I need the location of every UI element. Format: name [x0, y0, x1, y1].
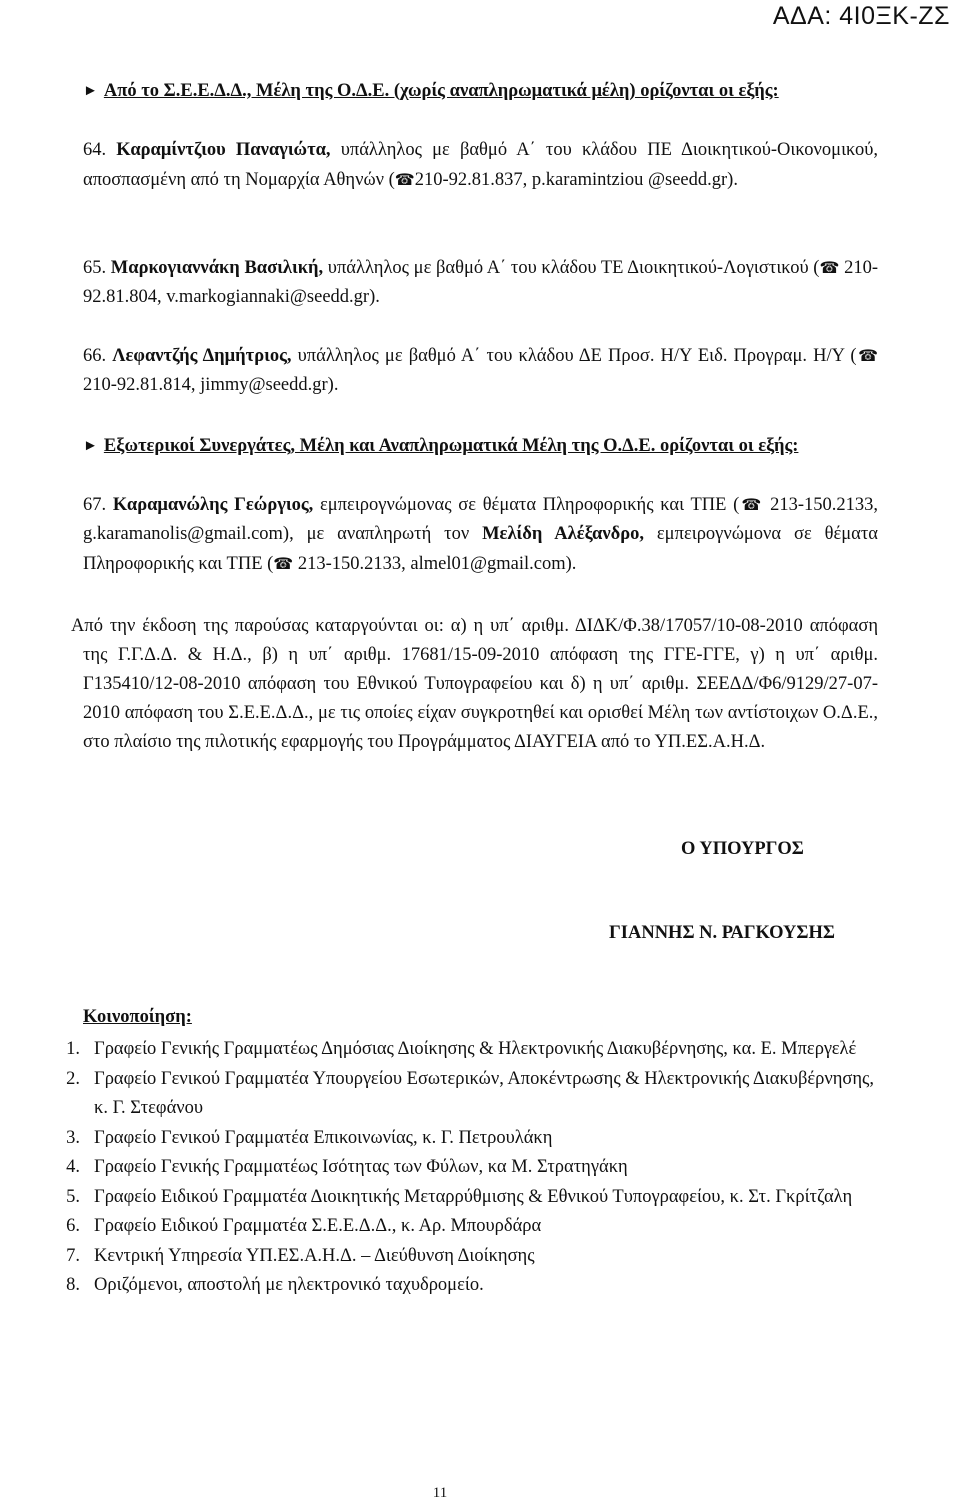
list-item: 7. Κεντρική Υπηρεσία ΥΠ.ΕΣ.Α.Η.Δ. – Διεύθυνση Διοίκησης — [66, 1245, 535, 1266]
list-item: 5. Γραφείο Ειδικού Γραμματέα Διοικητικής Μεταρρύθμισης & Εθνικού Τυπογραφείου, κ. Στ. Γκρίτζαλη — [66, 1186, 853, 1207]
list-item: 8. Οριζόμενοι, αποστολή με ηλεκτρονικό ταχυδρομείο. — [66, 1275, 484, 1295]
distribution-list — [40, 1035, 878, 1301]
signature-title: Ο ΥΠΟΥΡΓΟΣ — [681, 839, 804, 859]
signature-name: ΓΙΑΝΝΗΣ Ν. ΡΑΓΚΟΥΣΗΣ — [609, 923, 835, 943]
phone-icon: ☎ — [819, 258, 840, 277]
page-number: 11 — [432, 1485, 448, 1501]
phone-icon: ☎ — [856, 346, 879, 365]
phone-icon: ☎ — [394, 170, 415, 189]
list-item: 2. Γραφείο Γενικού Γραμματέα Υπουργείου Εσωτερικών, Αποκέντρωσης & Ηλεκτρονικής Διακυβέρνησης, κ. Γ. Στεφάνου — [66, 1068, 874, 1118]
section-heading-internal: ► Από το Σ.Ε.Ε.Δ.Δ., Μέλη της Ο.Δ.Ε. (χωρίς αναπληρωματικά μέλη) ορίζονται οι εξής: — [83, 77, 878, 107]
member-entry-66: 66. Λεφαντζής Δημήτριος, υπάλληλος με βαθμό Α΄ του κλάδου ΔΕ Προσ. Η/Υ Ειδ. Προγραμ. Η/Υ (☎ 210-92.81.814, jimmy@seedd.gr). — [83, 346, 879, 395]
list-item: 3. Γραφείο Γενικού Γραμματέα Επικοινωνίας, κ. Γ. Πετρουλάκη — [66, 1127, 553, 1148]
member-entry-67: 67. Καραμανώλης Γεώργιος, εμπειρογνώμονας σε θέματα Πληροφορικής και ΤΠΕ (☎ 213-150.2133, g.karamanolis@gmail.com), με αναπληρωτή τον Μελίδη Αλέξανδρο, εμπειρογνώμονα σε θέματα Πληροφορικής και ΤΠΕ (☎ 213-150.2133, almel01@gmail.com). — [83, 495, 878, 574]
member-name: Μαρκογιαννάκη Βασιλική, — [110, 258, 324, 278]
list-item: 4. Γραφείο Γενικής Γραμματέως Ισότητας των Φύλων, κα Μ. Στρατηγάκη — [66, 1157, 628, 1177]
alternate-member-name: Μελίδη Αλέξανδρο, — [482, 524, 645, 544]
list-item: 6. Γραφείο Ειδικού Γραμματέα Σ.Ε.Ε.Δ.Δ., κ. Αρ. Μπουρδάρα — [66, 1216, 542, 1236]
abolition-paragraph: Από την έκδοση της παρούσας καταργούνται οι: α) η υπ΄ αριθμ. ΔΙΔΚ/Φ.38/17057/10-08-2010 απόφαση της Γ.Γ.Δ.Δ. & Η.Δ., β) η υπ΄ αριθμ. 17681/15-09-2010 απόφαση της ΓΓΕ-ΓΓΕ, γ) η υπ΄ αριθμ. Γ135410/12-08-2010 απόφαση του Εθνικού Τυπογραφείου και δ) η υπ΄ αριθμ. ΣΕΕΔΔ/Φ6/9129/27-07-2010 απόφαση του Σ.Ε.Ε.Δ.Δ., με τις οποίες είχαν συγκροτηθεί και ορισθεί Μέλη των αντίστοιχων Ο.Δ.Ε., στο πλαίσιο της πιλοτικής εφαρμογής του Προγράμματος ΔΙΑΥΓΕΙΑ από το ΥΠ.ΕΣ.Α.Η.Δ. — [71, 616, 878, 752]
phone-icon: ☎ — [739, 495, 764, 514]
member-name: Καραμανώλης Γεώργιος, — [112, 495, 314, 515]
phone-icon: ☎ — [273, 554, 294, 573]
member-entry-65: 65. Μαρκογιαννάκη Βασιλική, υπάλληλος με βαθμό Α΄ του κλάδου ΤΕ Διοικητικού-Λογιστικού (☎ 210-92.81.804, v.markogiannaki@seedd.gr). — [83, 258, 879, 307]
member-name: Λεφαντζής Δημήτριος, — [112, 346, 292, 366]
arrow-right-icon: ► — [83, 83, 98, 99]
member-name: Καραμίντζιου Παναγιώτα, — [116, 140, 331, 160]
distribution-heading: Κοινοποίηση: — [83, 1007, 192, 1027]
ada-code: ΑΔΑ: 4Ι0ΞΚ-ΖΣ — [772, 2, 950, 30]
member-entry-64: 64. Καραμίντζιου Παναγιώτα, υπάλληλος με βαθμό Α΄ του κλάδου ΠΕ Διοικητικού-Οικονομικού, αποσπασμένη από τη Νομαρχία Αθηνών (☎210-92.81.837, p.karamintziou @seedd.gr). — [83, 140, 878, 190]
section-heading-external: ► Εξωτερικοί Συνεργάτες, Μέλη και Αναπληρωματικά Μέλη της Ο.Δ.Ε. ορίζονται οι εξής: — [83, 432, 878, 462]
arrow-right-icon: ► — [83, 438, 98, 454]
list-item: 1. Γραφείο Γενικής Γραμματέως Δημόσιας Διοίκησης & Ηλεκτρονικής Διακυβέρνησης, κα. Ε. Μπεργελέ — [66, 1039, 857, 1059]
